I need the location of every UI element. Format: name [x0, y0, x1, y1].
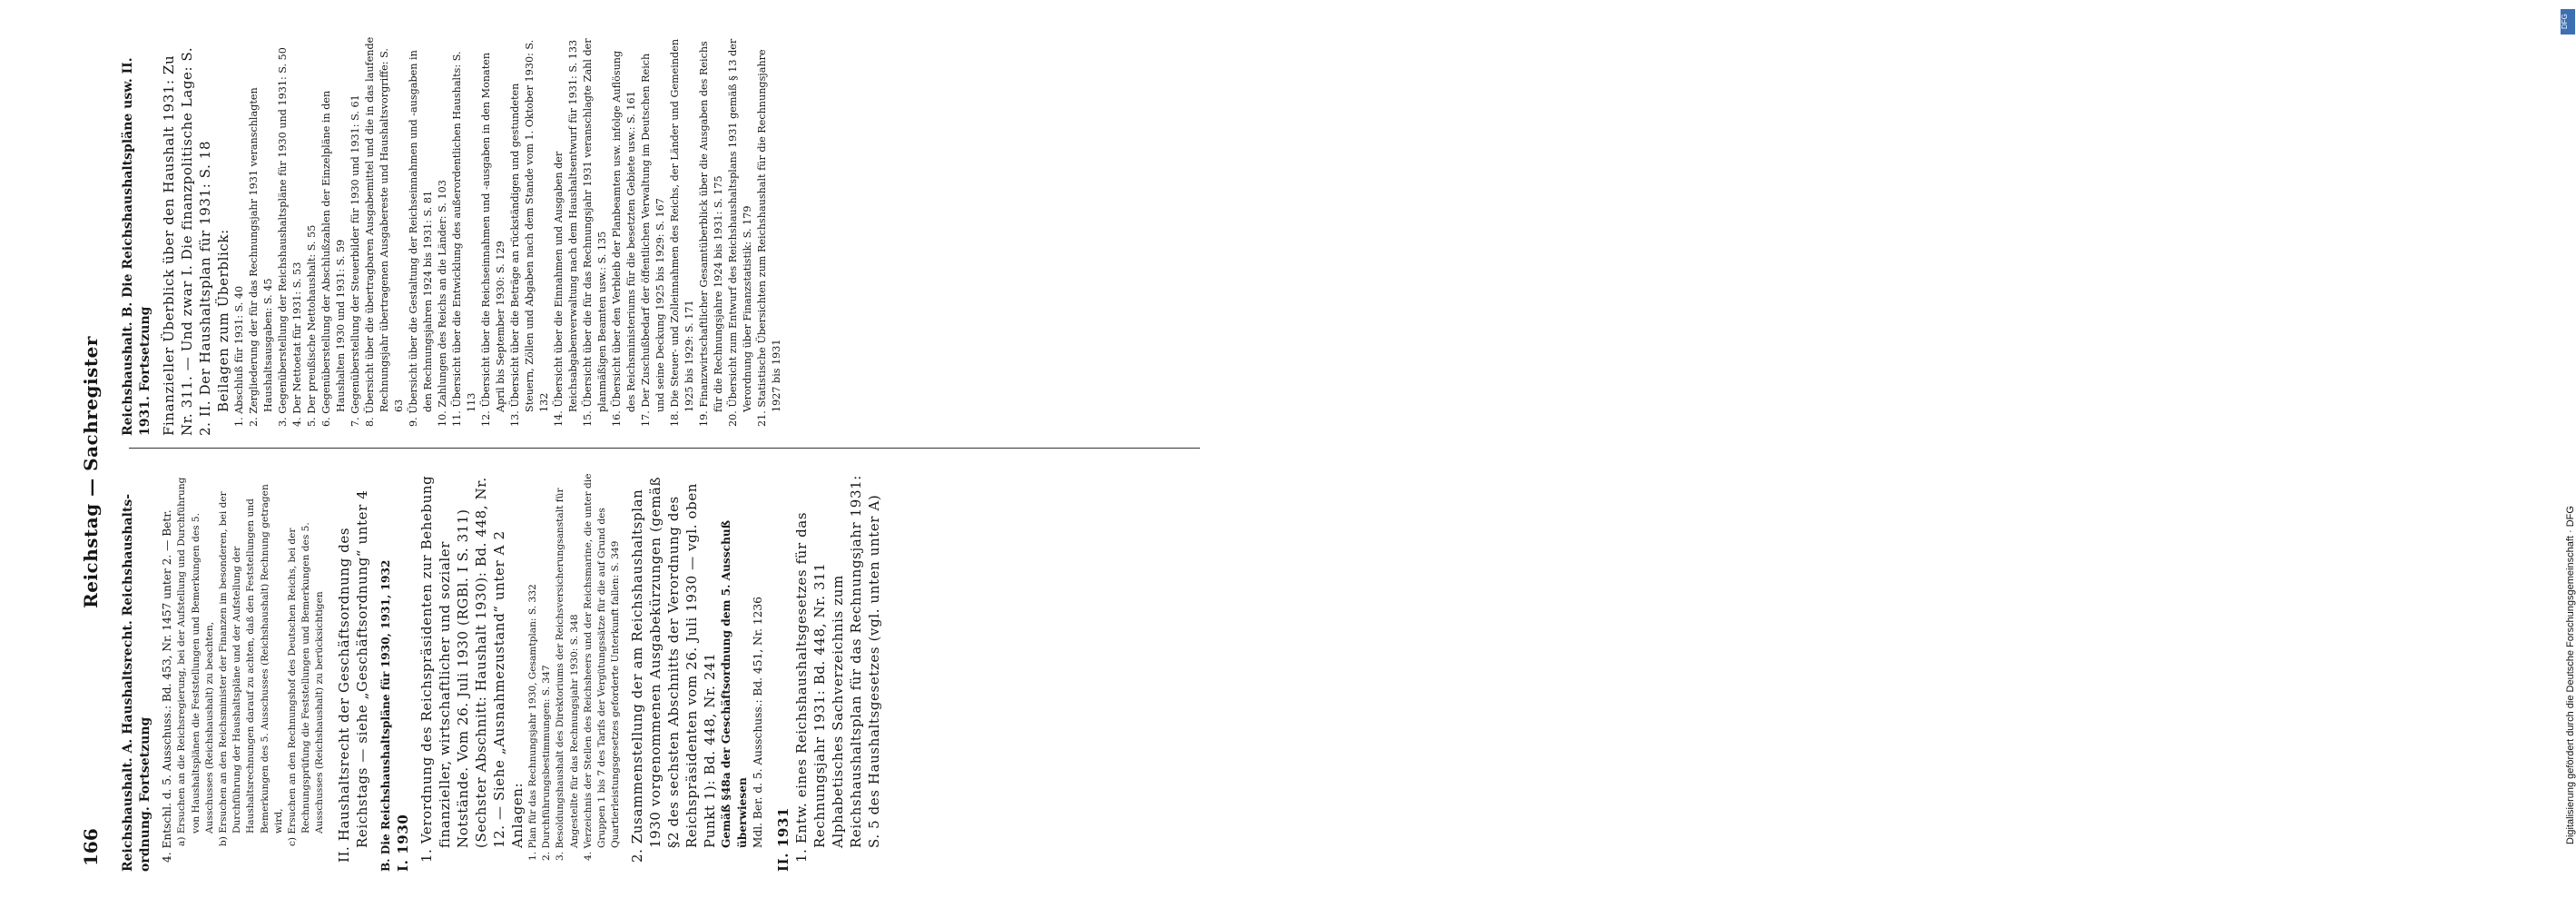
item-4: 4. Entschl. d. 5. Ausschuss.: Bd. 453, Nr. 1457 unter 2. — Betr.	[161, 509, 173, 863]
margin-strip	[1280, 0, 2576, 908]
ordinance-1930: 1. Verordnung des Reichspräsidenten zur Behebung finanzieller, wirtschaftlicher und sozialer Notstände. Vom 26. Juli 1930 (RGBl. I S. 311) (Sechster Abschnitt: Haushalt 1930): Bd. 448, Nr. 12. — Siehe „Ausnahmezustand“ unter A 2	[418, 475, 508, 863]
running-title: Reichstag — Sachregister	[80, 336, 102, 608]
beilagen-list	[232, 36, 784, 436]
beilage-item: 19. Finanzwirtschaftlicher Gesamtüberblick über die Ausgaben des Reichs für die Rechnungsjahre 1924 bis 1931: S. 175	[698, 41, 724, 427]
anlage-2: 2. Durchführungsbestimmungen: S. 347	[541, 665, 553, 861]
section-ii-heading: II. Haushaltsrecht der Geschäftsordnung des Reichstags — siehe „Geschäftsordnung“ unter 4	[335, 489, 370, 863]
item-4b: b) Ersuchen an den Reichsminister der Finanzen im besonderen, bei der Durchführung der Haushaltspläne und der Aufstellung der Haushaltsrechnungen darauf zu achten, daß den Feststellungen und Bemerkungen des 5. Ausschusses (Reichshaushalt) Rechnung getragen wird,	[218, 484, 284, 846]
anlage-4: 4. Verzeichnis der Stellen des Reichsheers und der Reichsmarine, die unter die Gruppen 1 bis 7 des Tarifs der Vergütungssätze für die auf Grund des Quartierleistungsgesetzes geforderte Unterkunft fallen: S. 349	[582, 473, 622, 861]
beilage-item: 17. Der Zuschußbedarf der öffentlichen Verwaltung im Deutschen Reich und seine Deckung 1925 bis 1929: S. 167	[640, 53, 666, 427]
draft-budget-law-1931: 1. Entw. eines Reichshaushaltsgesetzes für das Rechnungsjahr 1931: Bd. 448, Nr. 311	[792, 511, 828, 863]
cuts-summary: 2. Zusammenstellung der am Reichshaushaltsplan 1930 vorgenommenen Ausgabekürzungen (gemäß §2 des sechsten Abschnitts der Verordnung des Reichspräsidenten vom 26. Juli 1930 — vgl. oben Punkt 1): Bd. 448, Nr. 241	[629, 476, 719, 863]
section-i-heading: I. 1930	[395, 814, 412, 872]
dfg-logo: DFG	[2561, 9, 2575, 35]
beilage-item: 1. Abschluß für 1931: S. 40	[233, 285, 245, 427]
rotated-page	[73, 0, 1198, 872]
left-heading: Reichshaushalt. A. Haushaltsrecht. Reichshaushalts-ordnung. Fortsetzung	[121, 493, 152, 872]
beilage-item: 20. Übersicht zum Entwurf des Reichshaushaltsplans 1931 gemäß § 13 der Verordnung über Finanzstatistik: S. 179	[727, 38, 753, 427]
beilage-item: 14. Übersicht über die Einnahmen und Ausgaben der Reichsabgabenverwaltung nach dem Haushaltsentwurf für 1931: S. 133	[553, 39, 579, 427]
section-b-heading: B. Die Reichshaushaltspläne für 1930, 1931, 1932	[379, 559, 392, 872]
anlage-3: 3. Besoldungshaushalt des Direktoriums der Reichsversicherungsanstalt für Angestellte für das Rechnungsjahr 1930: S. 348	[555, 488, 580, 861]
beilage-item: 3. Gegenüberstellung der Reichshaushaltspläne für 1930 und 1931: S. 50	[277, 47, 289, 427]
page-header	[80, 73, 116, 872]
right-column	[120, 36, 784, 436]
beilage-item: 8. Übersicht über die übertragbaren Ausgabemittel und die in das laufende Rechnungsjahr übertragenen Ausgabereste und Haushaltsvorgriffe: S. 63	[364, 36, 405, 427]
oral-report: Mdl. Ber. d. 5. Ausschuss.: Bd. 451, Nr. 1236	[752, 597, 765, 848]
alphabetical-index: Alphabetisches Sachverzeichnis zum Reichshaushaltsplan für das Rechnungsjahr 1931: S. 5 des Haushaltsgesetzes (vgl. unten unter A)	[829, 475, 882, 848]
beilage-item: 18. Die Steuer- und Zolleinnahmen des Reichs, der Länder und Gemeinden 1925 bis 1929: S. 171	[669, 38, 695, 427]
beilage-item: 16. Übersicht über den Verbleib der Planbeamten usw. infolge Auflösung des Reichsministeriums für die besetzten Gebiete usw.: S. 161	[611, 50, 637, 427]
page-number: 166	[80, 828, 102, 866]
right-heading: Reichshaushalt. B. Die Reichshaushaltspläne usw. II. 1931. Fortsetzung	[121, 57, 152, 436]
section-ii-1931-heading: II. 1931	[774, 806, 791, 872]
beilage-item: 11. Übersicht über die Entwicklung des außerordentlichen Haushalts: S. 113	[451, 51, 477, 427]
financial-overview: Finanzieller Überblick über den Haushalt 1931: Zu Nr. 311. — Und zwar I. Die finanzpolitische Lage: S. 2. II. Der Haushaltsplan für 1931: S. 18	[161, 46, 213, 436]
digitization-credit: Digitalisierung gefördert durch die Deutsche Forschungsgemeinschaft · DFG	[2565, 506, 2576, 844]
beilage-item: 4. Der Nettoetat für 1931: S. 53	[291, 262, 303, 427]
beilage-item: 2. Zergliederung der für das Rechnungsjahr 1931 veranschlagten Haushaltsausgaben: S. 45	[248, 87, 274, 427]
beilage-item: 10. Zahlungen des Reichs an die Länder: S. 103	[437, 180, 448, 427]
beilage-item: 12. Übersicht über die Reichseinnahmen und -ausgaben in den Monaten April bis September 1930: S. 129	[480, 52, 506, 427]
beilage-item: 7. Gegenüberstellung der Steuerbilder für 1930 und 1931: S. 61	[349, 94, 361, 427]
anlage-1: 1. Plan für das Rechnungsjahr 1930, Gesamtplan: S. 332	[527, 584, 539, 861]
item-4c: c) Ersuchen an den Rechnungshof des Deutschen Reichs, bei der Rechnungsprüfung die Feststellungen und Bemerkungen des 5. Ausschusses (Reichshaushalt) zu berücksichtigen	[287, 522, 326, 846]
beilagen-label: Beilagen zum Überblick:	[215, 229, 231, 412]
beilage-item: 9. Übersicht über die Gestaltung der Reichseinnahmen und -ausgaben in den Rechnungsjahren 1924 bis 1931: S. 81	[408, 50, 434, 427]
left-column	[120, 459, 883, 872]
beilage-item: 6. Gegenüberstellung der Abschlußzahlen der Einzelpläne in den Haushalten 1930 und 1931: S. 59	[320, 90, 347, 427]
beilage-item: 21. Statistische Übersichten zum Reichshaushalt für die Rechnungsjahre 1927 bis 1931	[756, 49, 782, 427]
column-divider	[129, 448, 1200, 449]
beilage-item: 5. Der preußische Nettohaushalt: S. 55	[306, 224, 318, 427]
anlagen-label: Anlagen:	[509, 782, 526, 848]
committee-referral: Gemäß §48a der Geschäftsordnung dem 5. Ausschuß überwiesen	[720, 519, 749, 848]
beilage-item: 13. Übersicht über die Beträge an rückständigen und gestundeten Steuern, Zöllen und Abgaben nach dem Stande vom 1. Oktober 1930: S. 132	[509, 39, 550, 427]
beilage-item: 15. Übersicht über die für das Rechnungsjahr 1931 veranschlagte Zahl der planmäßigen Beamten usw.: S. 135	[582, 38, 608, 427]
item-4a: a) Ersuchen an die Reichsregierung, bei der Aufstellung und Durchführung von Haushaltsplänen die Feststellungen und Bemerkungen des 5. Ausschusses (Reichshaushalt) zu beachten,	[176, 477, 215, 846]
